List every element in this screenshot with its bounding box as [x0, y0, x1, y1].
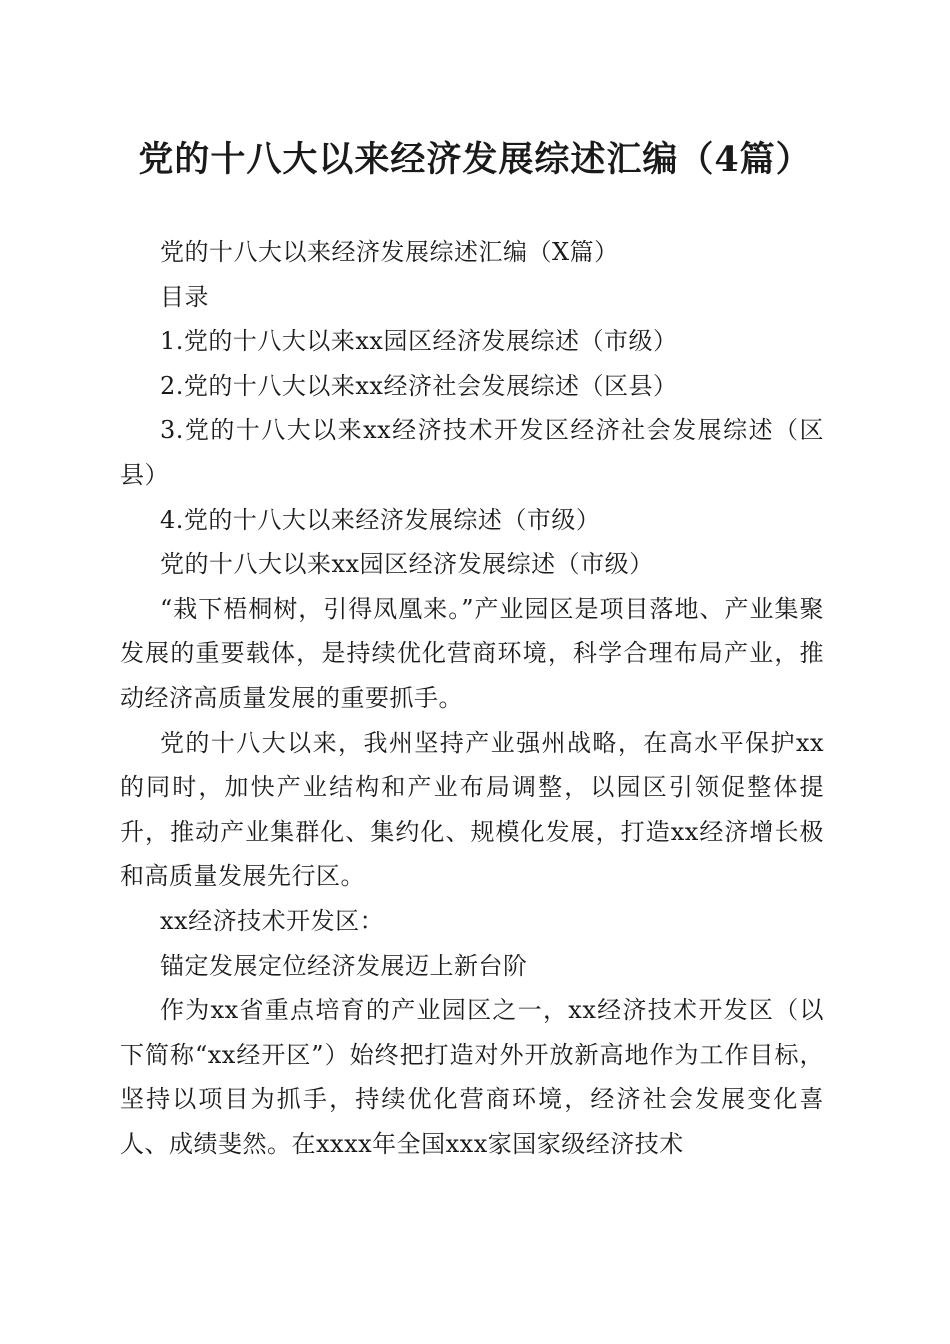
- section-heading: xx经济技术开发区：: [160, 906, 385, 935]
- toc-item: 3.党的十八大以来xx经济技术开发区经济社会发展综述（区县）: [120, 416, 824, 489]
- toc-item: 2.党的十八大以来xx经济社会发展综述（区县）: [160, 371, 678, 400]
- document-title: 党的十八大以来经济发展综述汇编（4篇）: [138, 139, 812, 180]
- article-title: 党的十八大以来xx园区经济发展综述（市级）: [160, 550, 654, 579]
- paragraph: 党的十八大以来，我州坚持产业强州战略，在高水平保护xx的同时，加快产业结构和产业布局调整，以园区引领促整体提升，推动产业集群化、集约化、规模化发展，打造xx经济增长极和高质量发展先行区。: [120, 728, 824, 891]
- toc-item: 1.党的十八大以来xx园区经济发展综述（市级）: [160, 327, 678, 356]
- toc-item: 4.党的十八大以来经济发展综述（市级）: [160, 505, 601, 534]
- paragraph: 作为xx省重点培育的产业园区之一，xx经济技术开发区（以下简称“xx经开区”）始终把打造对外开放新高地作为工作目标，坚持以项目为抓手，持续优化营商环境，经济社会发展变化喜人、成绩斐然。在xxxx年全国xxx家国家级经济技术: [120, 996, 824, 1158]
- subtitle: 党的十八大以来经济发展综述汇编（X篇）: [160, 238, 619, 266]
- section-subheading: 锚定发展定位经济发展迈上新台阶: [160, 951, 528, 980]
- paragraph: “栽下梧桐树，引得凤凰来。”产业园区是项目落地、产业集聚发展的重要载体，是持续优化营商环境，科学合理布局产业，推动经济高质量发展的重要抓手。: [120, 594, 824, 712]
- toc-heading: 目录: [160, 282, 209, 311]
- document-body: [120, 230, 824, 1166]
